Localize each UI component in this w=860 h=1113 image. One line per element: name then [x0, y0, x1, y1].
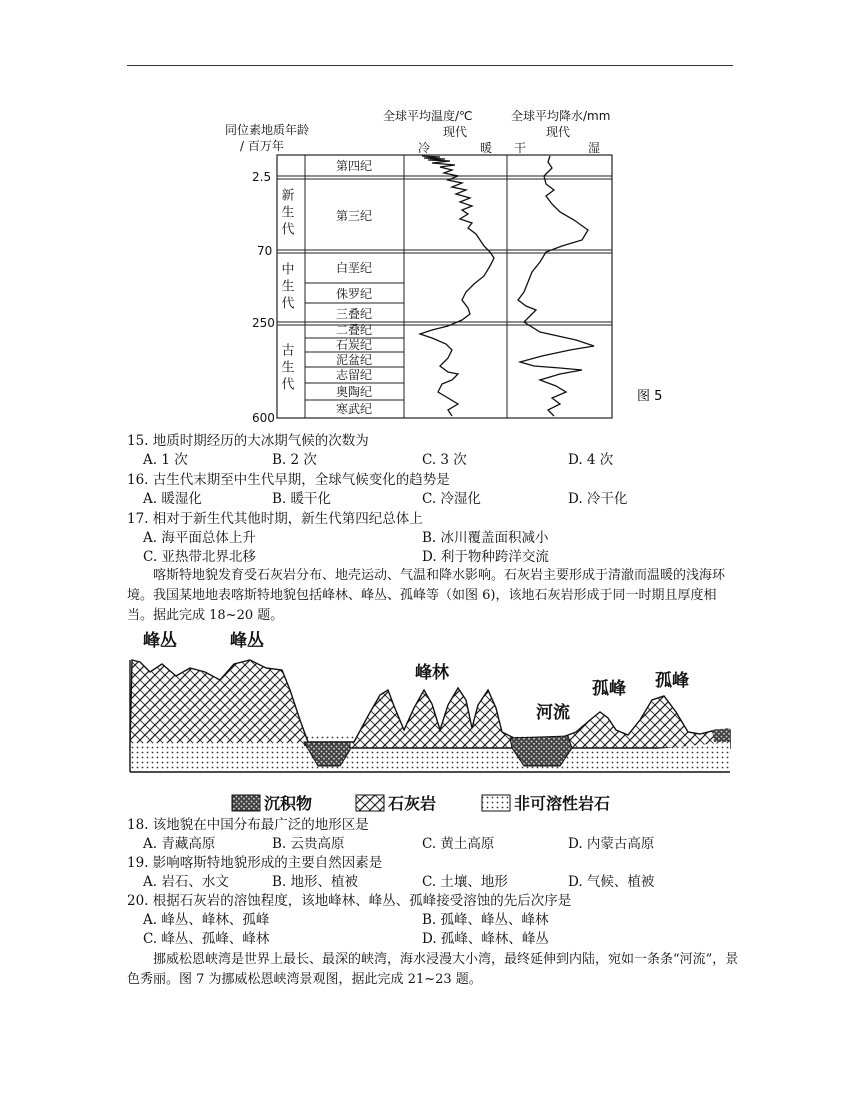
legend-swatch-insoluble	[482, 795, 510, 811]
sediment-pocket-right	[712, 728, 730, 742]
legend-insoluble: 非可溶性岩石	[514, 794, 611, 813]
q16-option-b[interactable]: B. 暖干化	[272, 491, 332, 507]
q16-option-a[interactable]: A. 暖湿化	[143, 491, 202, 507]
q18-option-d[interactable]: D. 内蒙古高原	[568, 836, 655, 852]
label-peak-cluster-1: 峰丛	[143, 631, 177, 651]
q18-option-a[interactable]: A. 青藏高原	[143, 836, 216, 852]
q20-option-a[interactable]: A. 峰丛、峰林、孤峰	[143, 912, 270, 928]
karst-intro-paragraph: 喀斯特地貌发育受石灰岩分布、地壳运动、气温和降水影响。石灰岩主要形成于清澈而温暖的浅海环境。我国某地地表喀斯特地貌包括峰林、峰丛、孤峰等（如图 6)，该地石灰岩形成于同一时期且厚度相当。据此完成 18~20 题。	[127, 568, 726, 623]
label-isolated-peak-1: 孤峰	[592, 679, 626, 699]
q15-option-b[interactable]: B. 2 次	[272, 452, 317, 468]
temp-now-label: 现代	[443, 125, 468, 139]
period-cretaceous: 白垩纪	[335, 261, 373, 275]
legend-swatch-limestone	[356, 795, 384, 811]
legend-sediment: 沉积物	[264, 794, 313, 813]
q19-stem: 19. 影响喀斯特地貌形成的主要自然因素是	[127, 855, 383, 871]
period-triassic: 三叠纪	[335, 307, 373, 321]
q18-stem: 18. 该地貌在中国分布最广泛的地形区是	[127, 817, 369, 833]
precip-title: 全球平均降水/mm	[511, 109, 611, 123]
age-axis-title: 同位素地质年龄	[225, 123, 310, 137]
q16-stem: 16. 古生代末期至中生代早期，全球气候变化的趋势是	[127, 472, 450, 488]
legend-limestone: 石灰岩	[388, 794, 437, 813]
legend-swatch-sediment	[232, 795, 260, 811]
era-cenozoic-label: 新生代	[278, 188, 294, 239]
period-jurassic: 侏罗纪	[335, 287, 373, 301]
q16-option-c[interactable]: C. 冷湿化	[422, 491, 481, 507]
figure-5-caption: 图 5	[637, 389, 663, 404]
precip-dry-label: 干	[514, 141, 527, 155]
precip-now-label: 现代	[546, 125, 571, 139]
age-tick-600: 600	[252, 411, 275, 425]
era-paleozoic-label: 古生代	[278, 343, 294, 394]
q19-option-c[interactable]: C. 土壤、地形	[422, 874, 508, 890]
q19-option-a[interactable]: A. 岩石、水文	[143, 874, 229, 890]
label-peak-forest: 峰林	[415, 663, 449, 683]
period-quaternary: 第四纪	[335, 159, 373, 173]
period-cambrian: 寒武纪	[335, 402, 373, 416]
q17-option-d[interactable]: D. 利于物种跨洋交流	[422, 549, 549, 565]
label-isolated-peak-2: 孤峰	[655, 671, 689, 691]
q20-option-c[interactable]: C. 峰丛、孤峰、峰林	[143, 931, 270, 947]
label-peak-cluster-2: 峰丛	[230, 631, 264, 651]
q19-option-d[interactable]: D. 气候、植被	[568, 874, 655, 890]
period-permian: 二叠纪	[335, 323, 373, 337]
period-ordovician: 奥陶纪	[335, 385, 373, 399]
age-tick-2-5: 2.5	[252, 170, 272, 184]
q15-option-d[interactable]: D. 4 次	[568, 452, 614, 468]
q17-option-c[interactable]: C. 亚热带北界北移	[143, 549, 256, 565]
age-tick-70: 70	[257, 244, 273, 258]
era-mesozoic-label: 中生代	[278, 262, 294, 313]
q17-stem: 17. 相对于新生代其他时期，新生代第四纪总体上	[127, 511, 423, 527]
precip-wet-label: 湿	[588, 141, 601, 155]
period-silurian: 志留纪	[335, 368, 373, 382]
q15-option-a[interactable]: A. 1 次	[143, 452, 188, 468]
q17-option-a[interactable]: A. 海平面总体上升	[143, 530, 256, 546]
temp-title: 全球平均温度/℃	[383, 109, 473, 123]
q20-stem: 20. 根据石灰岩的溶蚀程度，该地峰林、峰丛、孤峰接受溶蚀的先后次序是	[127, 893, 572, 909]
q20-option-b[interactable]: B. 孤峰、峰丛、峰林	[422, 912, 549, 928]
q20-option-d[interactable]: D. 孤峰、峰林、峰丛	[422, 931, 549, 947]
temp-warm-label: 暖	[480, 141, 493, 155]
age-axis-unit: / 百万年	[240, 139, 284, 153]
q17-option-b[interactable]: B. 冰川覆盖面积减小	[422, 530, 549, 546]
fjord-intro-paragraph: 挪威松恩峡湾是世界上最长、最深的峡湾，海水浸漫大小湾，最终延伸到内陆，宛如一条条“河流”，景色秀丽。图 7 为挪威松恩峡湾景观图，据此完成 21~23 题。	[127, 952, 739, 987]
q18-option-c[interactable]: C. 黄土高原	[422, 836, 495, 852]
q15-option-c[interactable]: C. 3 次	[422, 452, 467, 468]
period-carboniferous: 石炭纪	[335, 338, 373, 352]
q18-option-b[interactable]: B. 云贵高原	[272, 836, 345, 852]
period-tertiary: 第三纪	[335, 209, 373, 223]
period-devonian: 泥盆纪	[335, 353, 373, 367]
q19-option-b[interactable]: B. 地形、植被	[272, 874, 359, 890]
temp-cold-label: 冷	[418, 141, 431, 155]
figure-6-legend	[232, 794, 610, 813]
q16-option-d[interactable]: D. 冷干化	[568, 491, 628, 507]
q15-stem: 15. 地质时期经历的大冰期气候的次数为	[127, 433, 369, 449]
label-river: 河流	[536, 703, 570, 723]
age-tick-250: 250	[252, 316, 275, 330]
